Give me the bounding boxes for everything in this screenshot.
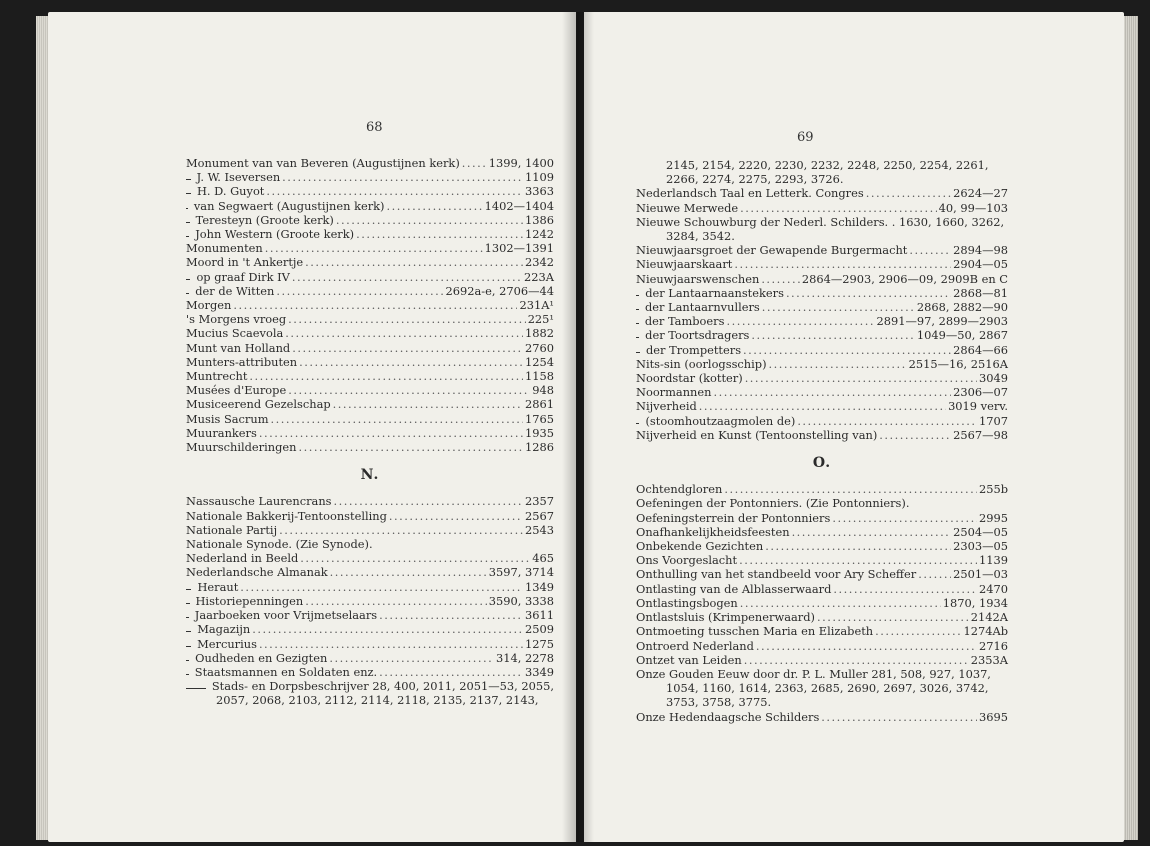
index-entry: [636, 667, 1008, 681]
entry-page-ref: 314, 2278: [496, 650, 554, 665]
entry-label: Mucius Scaevola: [186, 326, 284, 341]
dot-leader: [739, 553, 977, 567]
dot-leader: [734, 257, 951, 271]
entry-label: Onze Gouden Eeuw door dr. P. L. Muller 281, 508, 927, 1037,: [636, 666, 991, 681]
ditto-dash: [186, 589, 191, 590]
entry-label: Nijverheid en Kunst (Tentoonstelling van): [636, 427, 878, 442]
page-edges-right: [1124, 16, 1138, 840]
dot-leader: [875, 624, 961, 638]
index-entry: [186, 665, 554, 679]
entry-label: Heraut: [197, 579, 239, 594]
dot-leader: [379, 608, 523, 622]
index-entry: [186, 383, 554, 397]
entry-label: der Lantaarnvullers: [644, 300, 760, 315]
entry-label: Ochtendgloren: [636, 482, 723, 497]
entry-page-ref: 2509: [525, 622, 554, 637]
entry-page-ref: 1707: [979, 413, 1008, 428]
ditto-dash: [636, 295, 639, 296]
entry-label: Ontzet van Leiden: [636, 652, 742, 667]
ditto-dash: [636, 323, 639, 324]
index-entry: [186, 184, 554, 198]
dot-leader: [745, 371, 977, 385]
dot-leader: [329, 651, 494, 665]
dot-leader: [279, 523, 523, 537]
index-entry: [636, 610, 1008, 624]
index-entry: [636, 710, 1008, 724]
entry-page-ref: 1109: [525, 170, 554, 185]
dot-leader: [762, 300, 915, 314]
dot-leader: [252, 622, 523, 636]
dot-leader: [292, 341, 523, 355]
ditto-dash: [186, 646, 191, 647]
dot-leader: [866, 186, 951, 200]
entry-label: Onthulling van het standbeeld voor Ary Scheffer: [636, 567, 917, 582]
entry-page-ref: 2357: [525, 494, 554, 509]
dot-leader: [299, 355, 523, 369]
dot-leader: [744, 653, 969, 667]
dot-leader: [356, 227, 523, 241]
entry-page-ref: 3695: [979, 709, 1008, 724]
index-entry: [186, 608, 554, 622]
dot-leader: [330, 565, 487, 579]
entry-page-ref: 40, 99—103: [938, 200, 1008, 215]
entry-label: Ontmoeting tusschen Maria en Elizabeth: [636, 624, 874, 639]
entry-page-ref: 2868, 2882—90: [916, 300, 1008, 315]
entry-label: 's Morgens vroeg: [186, 312, 287, 327]
entry-page-ref: 2504—05: [953, 524, 1008, 539]
entry-page-ref: 2864—66: [953, 342, 1008, 357]
entry-label: Teresteyn (Groote kerk): [195, 212, 334, 227]
entry-page-ref: 2303—05: [953, 539, 1008, 554]
index-entry: [186, 537, 554, 551]
entry-label: Oefeningsterrein der Pontonniers: [636, 510, 831, 525]
entry-page-ref: 225¹: [527, 312, 554, 327]
dot-leader: [233, 298, 517, 312]
entry-label: Nederlandsch Taal en Letterk. Congres: [636, 186, 864, 201]
index-entry: [186, 341, 554, 355]
entry-label: Oefeningen der Pontonniers. (Zie Pontonniers).: [636, 496, 910, 511]
index-entry: [636, 201, 1008, 215]
index-entry: [186, 326, 554, 340]
dot-leader: [271, 412, 523, 426]
ditto-dash: [186, 279, 190, 280]
entry-page-ref: 2543: [525, 522, 554, 537]
index-entry: [186, 312, 554, 326]
entry-label: Magazijn: [197, 622, 251, 637]
entry-label: John Western (Groote kerk): [195, 227, 355, 242]
index-entry: [186, 199, 554, 213]
index-entry: [636, 314, 1008, 328]
dot-leader: [833, 582, 977, 596]
entry-label: der Lantaarnaanstekers: [645, 285, 784, 300]
entry-label: Onze Hedendaagsche Schilders: [636, 709, 820, 724]
entry-page-ref: 2501—03: [953, 567, 1008, 582]
entry-label: J. W. Iseversen: [196, 170, 281, 185]
entry-label: Monumenten: [186, 241, 263, 256]
entry-label: Ontlasting van de Alblasserwaard: [636, 581, 832, 596]
ditto-dash: [186, 208, 188, 209]
index-entry: [186, 565, 554, 579]
dot-leader: [334, 494, 523, 508]
dot-leader: [259, 426, 523, 440]
index-entry: [636, 343, 1008, 357]
ditto-dash: [636, 352, 640, 353]
entry-label: Jaarboeken voor Vrijmetselaars: [194, 608, 378, 623]
ditto-dash: [186, 179, 191, 180]
dot-leader: [817, 610, 969, 624]
entry-page-ref: 2760: [525, 340, 554, 355]
index-entry: [636, 511, 1008, 525]
index-entry: [186, 412, 554, 426]
entry-page-ref: 1882: [525, 326, 554, 341]
dot-leader: [740, 596, 941, 610]
index-entry: [636, 300, 1008, 314]
ditto-dash: [186, 660, 189, 661]
book-gutter: [562, 12, 594, 842]
index-entry: [186, 227, 554, 241]
entry-page-ref: 2716: [979, 638, 1008, 653]
dot-leader: [821, 710, 977, 724]
index-entry: [636, 639, 1008, 653]
dot-leader: [786, 286, 951, 300]
dot-leader: [305, 594, 487, 608]
index-entry: [186, 551, 554, 565]
index-entry: [186, 369, 554, 383]
entry-page-ref: 1349: [525, 579, 554, 594]
continuation-line: 3753, 3758, 3775.: [666, 695, 772, 710]
dot-leader: [713, 385, 951, 399]
right-page: [584, 12, 1124, 842]
left-page: [48, 12, 576, 842]
index-entry: [186, 440, 554, 454]
entry-page-ref: 1254: [525, 354, 554, 369]
entry-page-ref: 2864—2903, 2906—09, 2909B en C: [801, 271, 1008, 286]
continuation-line: 3284, 3542.: [666, 229, 735, 244]
entry-page-ref: 3349: [525, 664, 554, 679]
ditto-dash: [186, 236, 189, 237]
entry-page-ref: 223A: [524, 269, 554, 284]
entry-page-ref: 1242: [525, 227, 554, 242]
ditto-dash: [186, 617, 189, 618]
index-entry: [636, 596, 1008, 610]
ditto-dash: [186, 631, 191, 632]
dot-leader: [300, 551, 530, 565]
index-entry: [186, 679, 554, 693]
index-entry: [186, 426, 554, 440]
index-entry: [636, 399, 1008, 413]
entry-label: der Toortsdragers: [645, 328, 750, 343]
page-number-right: 69: [797, 130, 814, 145]
entry-label: Ons Voorgeslacht: [636, 553, 738, 568]
index-entry: [186, 494, 554, 508]
index-entry: [186, 298, 554, 312]
entry-label: Nijverheid: [636, 399, 697, 414]
index-entry: [186, 170, 554, 184]
dot-leader: [333, 397, 523, 411]
entry-page-ref: 231A¹: [519, 298, 554, 313]
entry-page-ref: 2894—98: [953, 243, 1008, 258]
entry-page-ref: 2995: [979, 510, 1008, 525]
index-entry: [636, 553, 1008, 567]
index-entry: [186, 580, 554, 594]
section-heading-o: O.: [812, 455, 832, 472]
index-entry: [186, 213, 554, 227]
entry-label: Musis Sacrum: [186, 411, 269, 426]
index-entry: [636, 257, 1008, 271]
entry-label: Nassausche Laurencrans: [186, 494, 332, 509]
ditto-dash: [186, 603, 190, 604]
index-entry: [186, 270, 554, 284]
entry-label: Stads- en Dorpsbeschrijver 28, 400, 2011, 2051—53, 2055,: [211, 679, 554, 694]
entry-page-ref: 2904—05: [953, 257, 1008, 272]
dot-leader: [765, 539, 951, 553]
dot-leader: [276, 284, 443, 298]
ditto-dash: [186, 688, 206, 689]
ditto-dash: [636, 309, 639, 310]
section-heading-n: N.: [360, 467, 380, 484]
dot-leader: [792, 525, 952, 539]
index-entry: [186, 156, 554, 170]
entry-label: Mercurius: [197, 636, 257, 651]
entry-page-ref: 2470: [979, 581, 1008, 596]
index-section-n-continued: [636, 186, 1008, 442]
dot-leader: [879, 428, 951, 442]
index-column-left: [186, 156, 554, 708]
dot-leader: [769, 357, 907, 371]
dot-leader: [761, 272, 800, 286]
index-column-right: [636, 158, 1008, 724]
ditto-dash: [186, 222, 190, 223]
entry-page-ref: 2891—97, 2899—2903: [876, 314, 1008, 329]
entry-label: Nieuwjaarskaart: [636, 257, 733, 272]
dot-leader: [797, 414, 977, 428]
dot-leader: [288, 312, 526, 326]
entry-label: Nieuwe Schouwburg der Nederl. Schilders. . 1630, 1660, 3262,: [636, 214, 1005, 229]
index-entry: [636, 525, 1008, 539]
continuation-line: 2266, 2274, 2275, 2293, 3726.: [666, 172, 844, 187]
entry-page-ref: 3019 verv.: [948, 399, 1008, 414]
entry-label: Oudheden en Gezigten: [195, 650, 328, 665]
index-entry: [636, 482, 1008, 496]
entry-label: Nieuwjaarsgroet der Gewapende Burgermacht: [636, 243, 908, 258]
index-entry: [186, 523, 554, 537]
index-entry: [636, 653, 1008, 667]
index-entry: [186, 594, 554, 608]
entry-label: Musées d'Europe: [186, 383, 287, 398]
dot-leader: [305, 255, 523, 269]
entry-label: Ontroerd Nederland: [636, 638, 754, 653]
dot-leader: [918, 567, 951, 581]
entry-label: H. D. Guyot: [196, 184, 265, 199]
index-entry: [636, 582, 1008, 596]
entry-page-ref: 1286: [525, 440, 554, 455]
dot-leader: [724, 482, 977, 496]
index-entry: [636, 539, 1008, 553]
dot-leader: [462, 156, 487, 170]
entry-label: der de Witten: [195, 283, 275, 298]
ditto-dash: [636, 337, 639, 338]
index-section-m: [186, 156, 554, 454]
entry-page-ref: 1275: [525, 636, 554, 651]
dot-leader: [751, 328, 914, 342]
index-entry: [636, 414, 1008, 428]
ditto-dash: [186, 674, 189, 675]
dot-leader: [266, 184, 523, 198]
entry-label: Nieuwe Merwede: [636, 200, 739, 215]
index-entry: [636, 328, 1008, 342]
index-entry: [186, 651, 554, 665]
dot-leader: [909, 243, 951, 257]
dot-leader: [285, 326, 523, 340]
entry-page-ref: 2515—16, 2516A: [908, 356, 1008, 371]
entry-label: Ontlastingsbogen: [636, 595, 738, 610]
entry-label: van Segwaert (Augustijnen kerk): [193, 198, 385, 213]
entry-page-ref: 1402—1404: [484, 198, 554, 213]
dot-leader: [336, 213, 523, 227]
index-entry: [186, 622, 554, 636]
continuation-line: 2057, 2068, 2103, 2112, 2114, 2118, 2135, 2137, 2143,: [216, 693, 539, 708]
entry-label: Muurschilderingen: [186, 440, 297, 455]
entry-label: Muntrecht: [186, 369, 248, 384]
entry-page-ref: 1765: [525, 411, 554, 426]
dot-leader: [756, 639, 977, 653]
index-entry: [636, 215, 1008, 229]
dot-leader: [832, 511, 977, 525]
entry-page-ref: 3049: [979, 371, 1008, 386]
index-entry: [636, 357, 1008, 371]
entry-page-ref: 3597, 3714: [488, 565, 554, 580]
entry-label: Onafhankelijkheidsfeesten: [636, 524, 790, 539]
page-number-left: 68: [366, 120, 383, 135]
entry-label: Onbekende Gezichten: [636, 539, 764, 554]
entry-label: Munt van Holland: [186, 340, 291, 355]
entry-page-ref: 3590, 3338: [488, 593, 554, 608]
entry-page-ref: 3363: [525, 184, 554, 199]
entry-label: Noordstar (kotter): [636, 371, 743, 386]
entry-label: Monument van van Beveren (Augustijnen kerk): [186, 156, 460, 170]
index-entry: [186, 255, 554, 269]
entry-page-ref: 2567: [525, 508, 554, 523]
entry-label: Nationale Partij: [186, 522, 278, 537]
index-entry: [636, 567, 1008, 581]
entry-label: Nederlandsche Almanak: [186, 565, 328, 580]
dot-leader: [259, 637, 523, 651]
entry-page-ref: 948: [532, 383, 554, 398]
dot-leader: [265, 241, 483, 255]
entry-page-ref: 1935: [525, 425, 554, 440]
dot-leader: [249, 369, 523, 383]
dot-leader: [282, 170, 523, 184]
index-entry: [186, 397, 554, 411]
entry-label: Nationale Synode. (Zie Synode).: [186, 537, 373, 552]
dot-leader: [288, 383, 530, 397]
entry-label: Munters-attributen: [186, 354, 298, 369]
entry-label: Muurankers: [186, 425, 257, 440]
dot-leader: [292, 270, 522, 284]
entry-label: der Trompetters: [646, 342, 742, 357]
dot-leader: [298, 440, 523, 454]
entry-page-ref: 2624—27: [953, 186, 1008, 201]
continuation-line: 2145, 2154, 2220, 2230, 2232, 2248, 2250, 2254, 2261,: [666, 158, 989, 172]
index-entry: [186, 637, 554, 651]
entry-label: der Tamboers: [644, 314, 725, 329]
dot-leader: [699, 399, 946, 413]
index-section-n: [186, 494, 554, 693]
entry-label: Nits-sin (oorlogsschip): [636, 356, 767, 371]
index-entry: [636, 624, 1008, 638]
index-entry: [636, 385, 1008, 399]
entry-label: Musiceerend Gezelschap: [186, 397, 331, 412]
entry-label: Noormannen: [636, 385, 712, 400]
entry-label: Nederland in Beeld: [186, 551, 299, 566]
dot-leader: [387, 199, 483, 213]
entry-label: Nationale Bakkerij-Tentoonstelling: [186, 508, 387, 523]
index-entry: [186, 355, 554, 369]
dot-leader: [240, 580, 523, 594]
entry-page-ref: 2861: [525, 397, 554, 412]
entry-label: (stoomhoutzaagmolen de): [645, 413, 796, 428]
entry-page-ref: 1274Ab: [963, 624, 1008, 639]
entry-page-ref: 3611: [525, 608, 554, 623]
index-entry: [186, 241, 554, 255]
index-section-o: [636, 482, 1008, 723]
dot-leader: [726, 314, 874, 328]
entry-page-ref: 2692a-e, 2706—44: [445, 283, 554, 298]
index-entry: [636, 428, 1008, 442]
index-entry: [636, 186, 1008, 200]
entry-page-ref: 2342: [525, 255, 554, 270]
index-entry: [186, 284, 554, 298]
entry-label: Historiepenningen: [195, 593, 304, 608]
entry-label: Nieuwjaarswenschen: [636, 271, 760, 286]
index-entry: [636, 496, 1008, 510]
entry-page-ref: 1158: [525, 369, 554, 384]
entry-label: op graaf Dirk IV: [196, 269, 290, 284]
dot-leader: [740, 201, 936, 215]
index-entry: [636, 243, 1008, 257]
ditto-dash: [636, 423, 639, 424]
entry-label: Ontlastsluis (Krimpenerwaard): [636, 610, 815, 625]
entry-page-ref: 2567—98: [953, 427, 1008, 442]
entry-label: Staatsmannen en Soldaten enz.: [194, 664, 378, 679]
entry-page-ref: 2353A: [970, 652, 1008, 667]
entry-page-ref: 2868—81: [953, 285, 1008, 300]
entry-page-ref: 255b: [978, 482, 1008, 497]
index-entry: [636, 286, 1008, 300]
entry-page-ref: 1870, 1934: [942, 595, 1008, 610]
entry-page-ref: 1049—50, 2867: [916, 328, 1008, 343]
entry-page-ref: 1302—1391: [484, 241, 554, 256]
index-entry: [636, 371, 1008, 385]
ditto-dash: [186, 293, 189, 294]
dot-leader: [379, 665, 523, 679]
ditto-dash: [186, 193, 191, 194]
index-entry: [636, 272, 1008, 286]
entry-page-ref: 2142A: [970, 610, 1008, 625]
continuation-line: 1054, 1160, 1614, 2363, 2685, 2690, 2697, 3026, 3742,: [666, 681, 989, 696]
dot-leader: [743, 343, 951, 357]
entry-page-ref: 1399, 1400: [488, 156, 554, 170]
entry-page-ref: 465: [532, 551, 554, 566]
entry-label: Morgen: [186, 298, 232, 313]
entry-page-ref: 2306—07: [953, 385, 1008, 400]
entry-page-ref: 1139: [979, 553, 1008, 568]
index-entry: [186, 509, 554, 523]
entry-label: Moord in 't Ankertje: [186, 255, 304, 270]
dot-leader: [389, 509, 523, 523]
entry-page-ref: 1386: [525, 212, 554, 227]
